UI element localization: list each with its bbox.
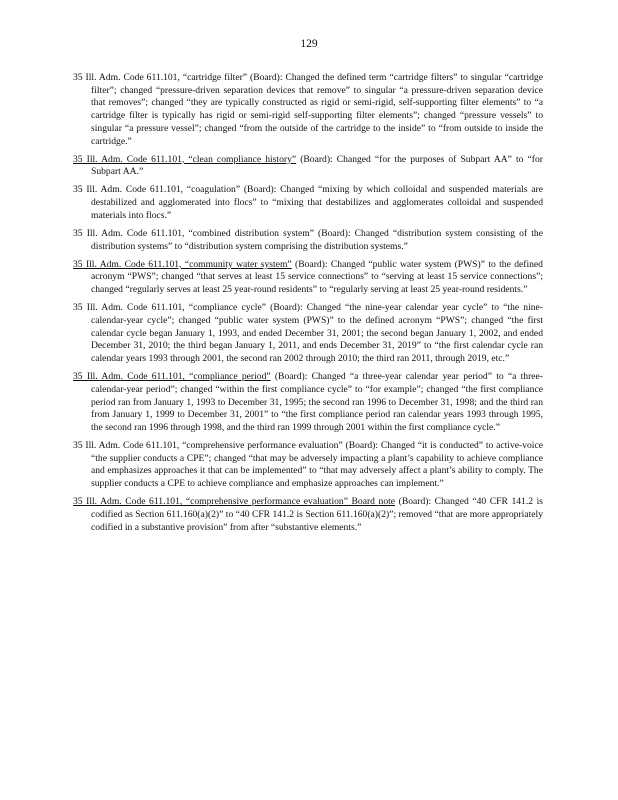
entry-text: (Board): Changed “40 CFR 141.2 is codified as Section 611.160(a)(2)” to “40 CFR 141.2 is Section 611.160(a)(2)”; removed “that are more appropriately codified in a substantive provision” from after “substantive elements.” [91, 496, 543, 533]
entry-compliance-cycle [73, 302, 543, 366]
entry-coagulation [73, 184, 543, 222]
entry-text: (Board): Changed “a three-year calendar year period” to “a three-calendar-year period”; changed “within the first compliance cycle” to “for example”; changed “the first compliance period ran from January 1, 1993 to December 31, 1995; the second ran 1996 to December 31, 1998; and the third ran from January 1, 1999 to December 31, 2001” to “the first compliance period ran calendar years 1993 through 1995, the second ran 1996 through 1998, and the third ran 1999 through 2001 within the first compliance cycle.” [91, 371, 543, 433]
entry-citation: 35 Ill. Adm. Code 611.101, “cartridge filter” (Board): [73, 72, 283, 83]
entry-citation: 35 Ill. Adm. Code 611.101, “compliance cycle” (Board): [73, 302, 303, 314]
entries-list [73, 72, 543, 540]
entry-text: Changed “it is conducted” to active-voice “the supplier conducts a CPE”; changed “that may be adversely impacting a plant’s capability to achieve compliance and emphasizes approaches it that can be implemented” to “that may adversely affect a plant’s ability to comply. The supplier conducts a CPE to achieve compliance and emphasize approaches can implement.” [91, 440, 543, 490]
page-number: 129 [300, 38, 318, 50]
entry-community-water-system [73, 259, 543, 297]
entry-citation: 35 Ill. Adm. Code 611.101, “comprehensive performance evaluation” Board note [73, 496, 396, 508]
entry-citation: 35 Ill. Adm. Code 611.101, “compliance period” [73, 371, 271, 383]
entry-text: Changed “distribution system consisting of the distribution systems” to “distribution system comprising the distribution systems.” [91, 227, 543, 252]
entry-text: Changed “mixing by which colloidal and suspended materials are destabilized and agglomerated into flocs” to “mixing that destabilizes and agglomerates colloidal and suspended materials into flocs.” [91, 184, 543, 221]
entry-text: Changed the defined term “cartridge filters” to singular “cartridge filter”; changed “pressure-driven separation devices that remove” to singular “a pressure-driven separation device that removes”; changed “they are typically constructed as rigid or semi-rigid, self-supporting filter elements” to “a cartridge filter is typically has rigid or semi-rigid self-supporting filter elements”; changed “pressure vessels” to singular “a pressure vessel”; changed “from the outside of the cartridge to the inside” to “from outside to inside the cartridge.” [91, 72, 543, 147]
entry-comprehensive-performance-evaluation [73, 440, 543, 491]
entry-text: (Board): Changed “public water system (PWS)” to the defined acronym “PWS”; changed “that serves at least 15 service connections” to “serving at least 15 service connections”; changed “regularly serves at least 25 year-round residents” to “regularly serving at least 25 year-round residents.” [91, 258, 543, 296]
entry-clean-compliance-history [73, 154, 543, 179]
entry-citation: 35 Ill. Adm. Code 611.101, “coagulation” (Board): [73, 184, 277, 196]
entry-comprehensive-performance-evaluation-board-note [73, 496, 543, 534]
entry-citation: 35 Ill. Adm. Code 611.101, “comprehensive performance evaluation” (Board): [73, 440, 379, 452]
entry-text: (Board): Changed “for the purposes of Subpart AA” to “for Subpart AA.” [91, 153, 543, 178]
entry-citation: 35 Ill. Adm. Code 611.101, “community water system” [73, 258, 292, 270]
entry-cartridge-filter [73, 72, 543, 148]
entry-citation: 35 Ill. Adm. Code 611.101, “combined distribution system” (Board): [73, 227, 351, 239]
entry-combined-distribution-system [73, 228, 543, 253]
entry-compliance-period [73, 371, 543, 435]
entry-text: Changed “the nine-year calendar year cycle” to “the nine-calendar-year cycle”; changed “public water system (PWS)” to the defined acronym “PWS”; changed “the first calendar cycle began January 1, 1993, and ended December 31, 2001; the second began January 1, 2002, and ended December 31, 2010; the third began January 1, 2011, and ends December 31, 2019” to “the first calendar cycle ran calendar years 1993 through 2001, the second ran 2002 through 2010; the third ran 2011, through 2019, etc.” [91, 302, 543, 365]
entry-citation: 35 Ill. Adm. Code 611.101, “clean compliance history” [73, 153, 297, 165]
